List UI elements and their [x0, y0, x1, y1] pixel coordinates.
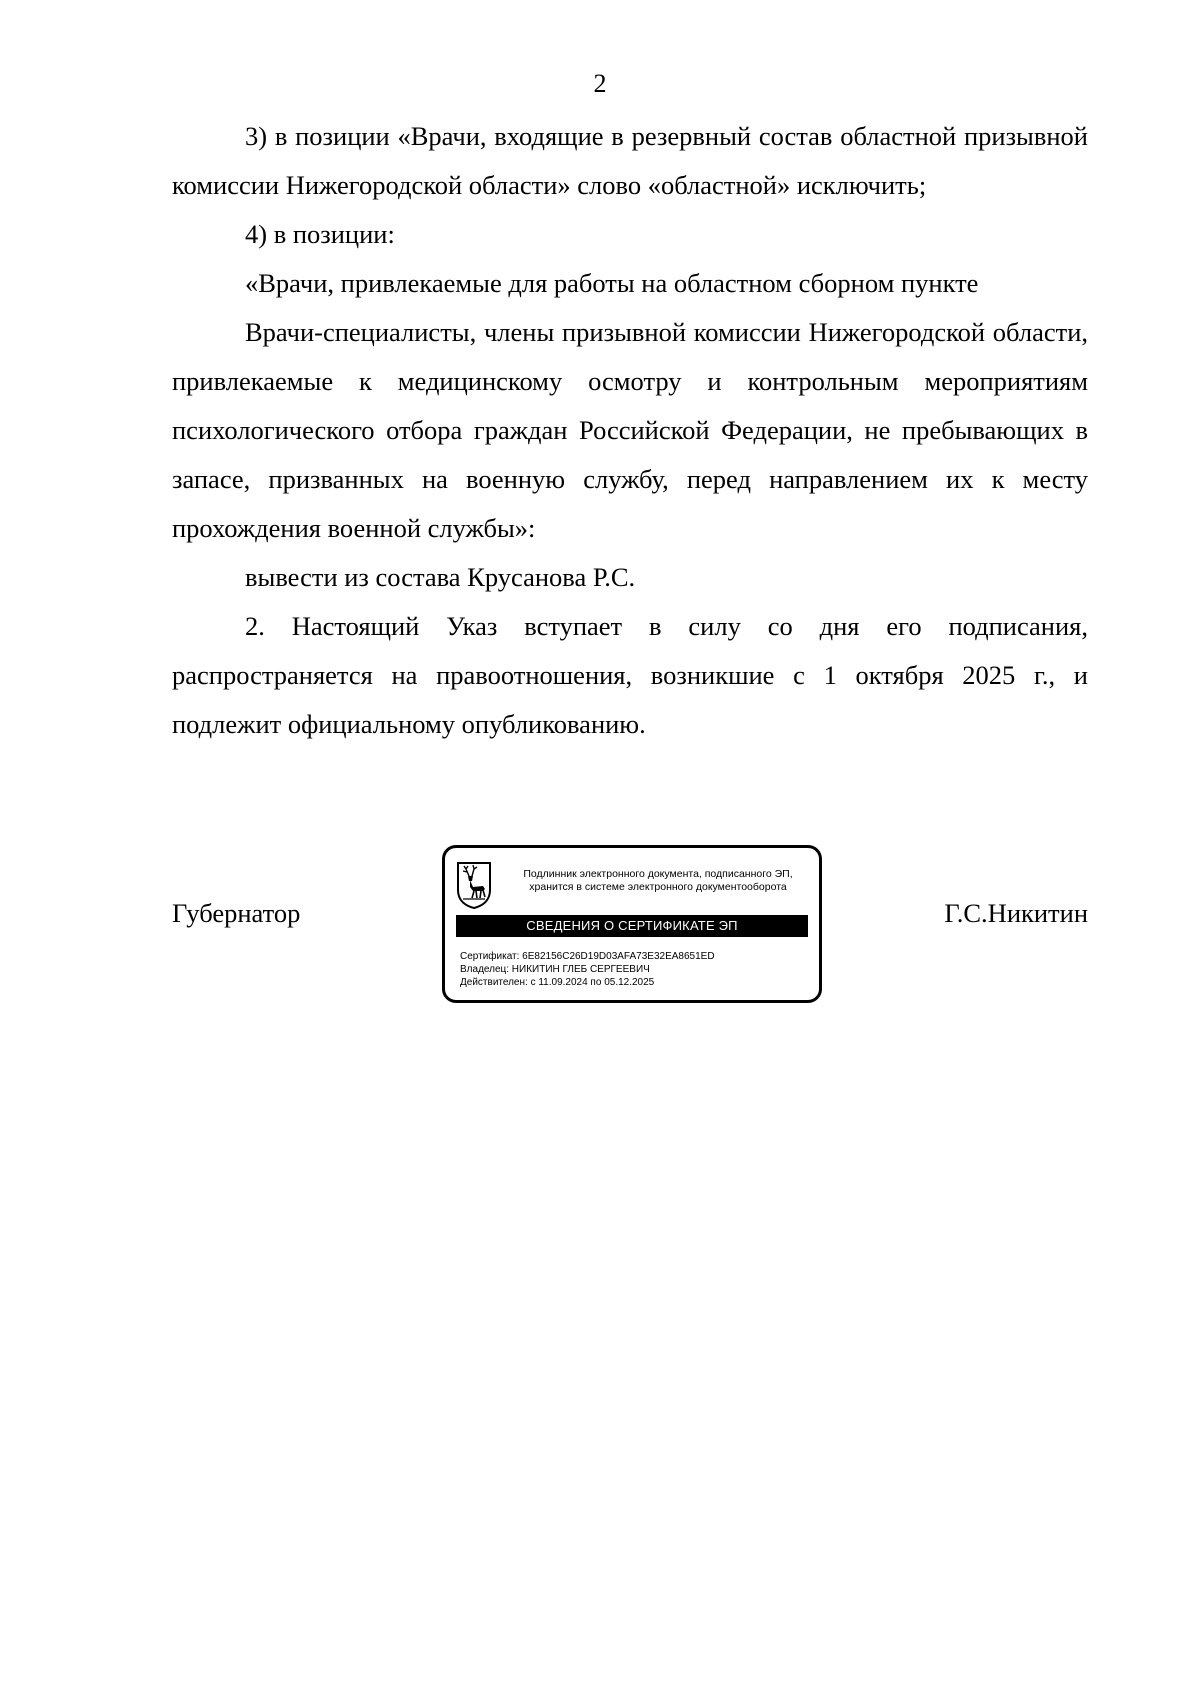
certificate-number: Сертификат: 6E82156C26D19D03AFA73E32EA8651ED	[460, 951, 715, 962]
certificate-details	[460, 950, 811, 989]
stamp-header-line-2: хранится в системе электронного документооборота	[529, 881, 787, 893]
stamp-header	[505, 868, 811, 894]
certificate-info-banner: СВЕДЕНИЯ О СЕРТИФИКАТЕ ЭП	[456, 915, 808, 937]
stamp-header-line-1: Подлинник электронного документа, подписанного ЭП,	[523, 868, 793, 880]
signature-block	[172, 845, 1088, 1015]
position-title-doctors-collection-point: «Врачи, привлекаемые для работы на областном сборном пункте	[245, 268, 979, 298]
paragraph-item-4: 4) в позиции:	[245, 219, 395, 249]
certificate-validity: Действителен: с 11.09.2024 по 05.12.2025	[460, 977, 655, 988]
page-number: 2	[593, 69, 607, 98]
paragraph-remove-member: вывести из состава Крусанова Р.С.	[245, 562, 636, 592]
document-body	[172, 112, 1088, 749]
signatory-title: Губернатор	[172, 898, 301, 928]
paragraph-item-3: 3) в позиции «Врачи, входящие в резервный состав областной призывной комиссии Нижегородской области» слово «областной» исключить;	[172, 121, 1088, 200]
paragraph-effective-date: 2. Настоящий Указ вступает в силу со дня его подписания, распространяется на правоотношения, возникшие с 1 октября 2025 г., и подлежит официальному опубликованию.	[172, 611, 1088, 739]
electronic-signature-stamp	[442, 845, 822, 1003]
deer-emblem-icon	[455, 860, 493, 910]
signatory-name: Г.С.Никитин	[944, 898, 1088, 928]
certificate-owner: Владелец: НИКИТИН ГЛЕБ СЕРГЕЕВИЧ	[460, 964, 650, 975]
position-title-doctors-specialists: Врачи-специалисты, члены призывной комиссии Нижегородской области, привлекаемые к медицинскому осмотру и контрольным мероприятиям психологического отбора граждан Российской Федерации, не пребывающих в запасе, призванных на военную службу, перед направлением их к месту прохождения военной службы»:	[172, 317, 1088, 543]
